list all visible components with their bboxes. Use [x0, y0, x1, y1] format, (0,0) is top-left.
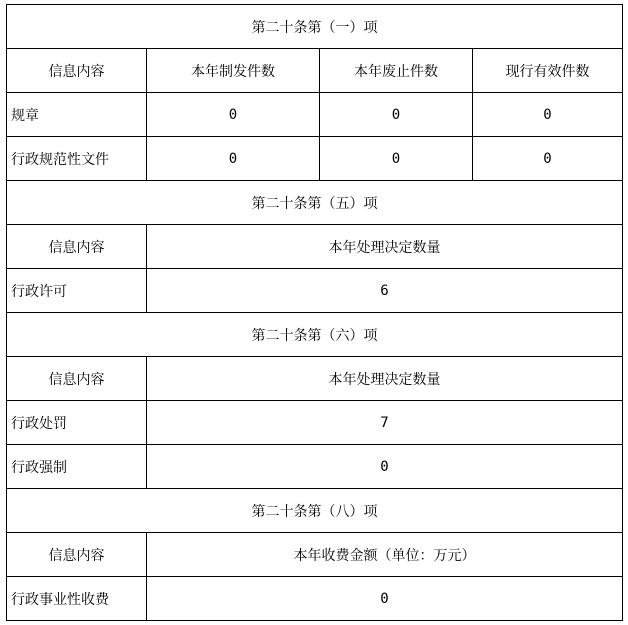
cell-value: 0: [473, 137, 623, 181]
table-row: [7, 577, 623, 621]
row-label: 行政事业性收费: [7, 577, 147, 621]
header-row: [7, 225, 623, 269]
row-label: 行政处罚: [7, 401, 147, 445]
cell-value: 0: [320, 137, 473, 181]
column-header-content: 信息内容: [7, 357, 147, 401]
row-label: 行政许可: [7, 269, 147, 313]
table-row: [7, 93, 623, 137]
section-title: 第二十条第（六）项: [7, 313, 623, 357]
table-row: [7, 401, 623, 445]
section-title-row: [7, 489, 623, 533]
cell-value: 0: [147, 577, 623, 621]
table-row: [7, 137, 623, 181]
cell-value: 0: [147, 93, 320, 137]
table-row: [7, 445, 623, 489]
cell-value: 0: [147, 137, 320, 181]
column-header-repealed: 本年废止件数: [320, 49, 473, 93]
row-label: 行政强制: [7, 445, 147, 489]
header-row: [7, 533, 623, 577]
section-title: 第二十条第（一）项: [7, 5, 623, 49]
cell-value: 6: [147, 269, 623, 313]
table-row: [7, 269, 623, 313]
cell-value: 0: [147, 445, 623, 489]
row-label: 行政规范性文件: [7, 137, 147, 181]
section-title: 第二十条第（八）项: [7, 489, 623, 533]
column-header-issued: 本年制发件数: [147, 49, 320, 93]
section-title-row: [7, 181, 623, 225]
cell-value: 7: [147, 401, 623, 445]
cell-value: 0: [320, 93, 473, 137]
column-header-decisions: 本年处理决定数量: [147, 357, 623, 401]
section-title-row: [7, 5, 623, 49]
section-title-row: [7, 313, 623, 357]
section-title: 第二十条第（五）项: [7, 181, 623, 225]
column-header-content: 信息内容: [7, 533, 147, 577]
column-header-content: 信息内容: [7, 49, 147, 93]
cell-value: 0: [473, 93, 623, 137]
column-header-fee-amount: 本年收费金额（单位：万元）: [147, 533, 623, 577]
header-row: [7, 49, 623, 93]
column-header-decisions: 本年处理决定数量: [147, 225, 623, 269]
disclosure-table: [6, 4, 623, 621]
row-label: 规章: [7, 93, 147, 137]
column-header-content: 信息内容: [7, 225, 147, 269]
header-row: [7, 357, 623, 401]
column-header-valid: 现行有效件数: [473, 49, 623, 93]
